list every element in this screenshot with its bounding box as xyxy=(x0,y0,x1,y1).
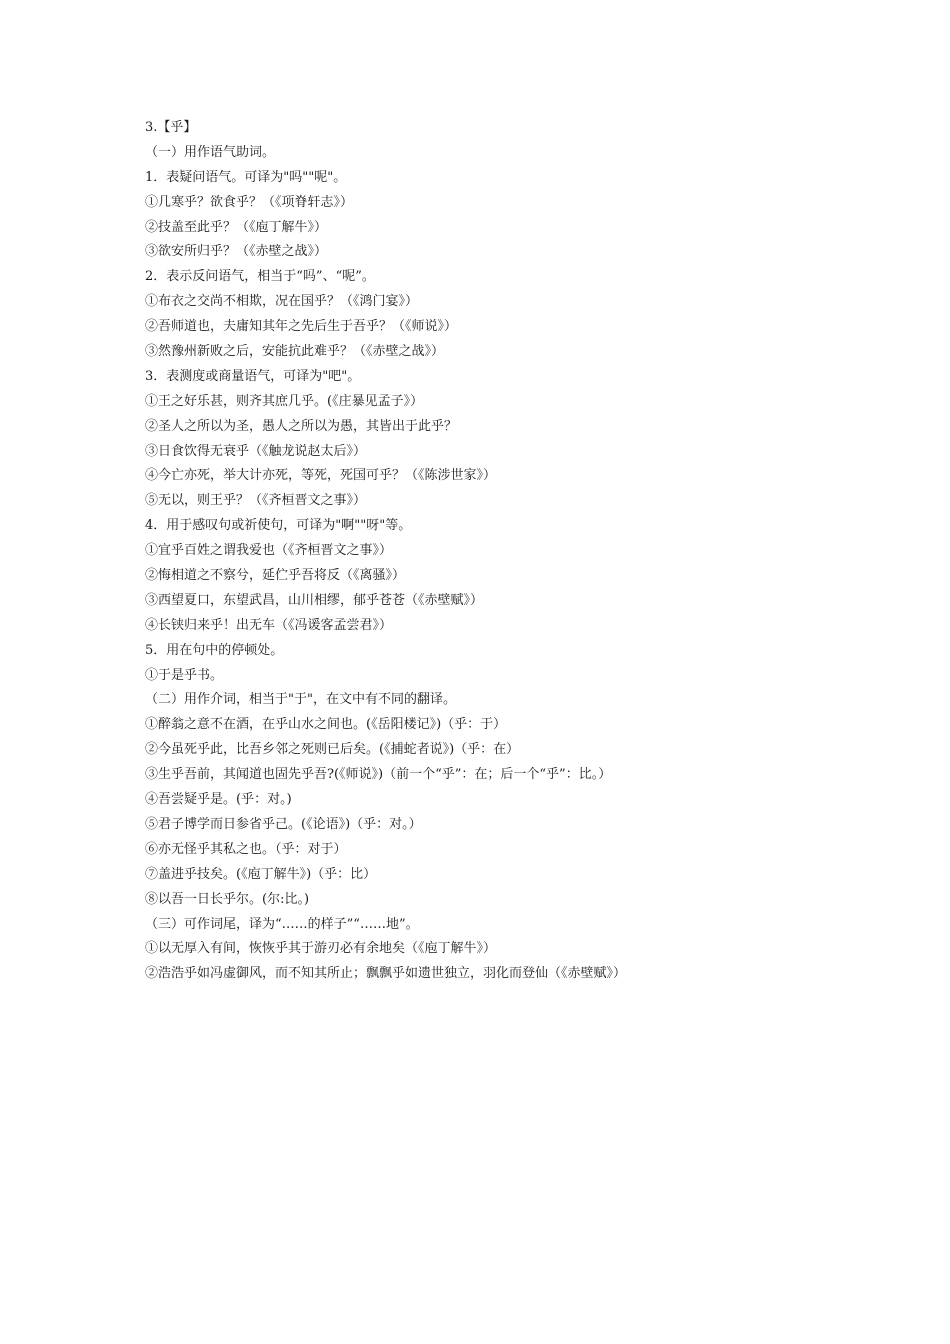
example-line: ②今虽死乎此，比吾乡邻之死则已后矣。(《捕蛇者说》)（乎：在） xyxy=(145,742,520,758)
example-line: ④今亡亦死，举大计亦死，等死，死国可乎？（《陈涉世家》） xyxy=(145,468,497,484)
usage-heading: 1．表疑问语气。可译为"吗""呢"。 xyxy=(145,169,347,185)
example-line: ③欲安所归乎？（《赤壁之战》） xyxy=(145,244,328,260)
example-line: ①王之好乐甚，则齐其庶几乎。(《庄暴见孟子》） xyxy=(145,393,424,409)
example-line: ①布衣之交尚不相欺，况在国乎？（《鸿门宴》） xyxy=(145,294,419,310)
example-line: ②浩浩乎如冯虚御风，而不知其所止；飘飘乎如遗世独立，羽化而登仙（《赤壁赋》） xyxy=(145,966,627,982)
example-line: ①几寒乎？欲食乎？（《项脊轩志》） xyxy=(145,194,354,210)
example-line: ①醉翁之意不在酒，在乎山水之间也。(《岳阳楼记》)（乎：于） xyxy=(145,717,507,733)
document-body xyxy=(145,116,865,987)
example-line: ③然豫州新败之后，安能抗此难乎？（《赤壁之战》） xyxy=(145,344,445,360)
example-line: ⑤无以，则王乎？（《齐桓晋文之事》） xyxy=(145,493,367,509)
subsection-heading: （二）用作介词，相当于"于"，在文中有不同的翻译。 xyxy=(145,692,456,708)
subsection-heading: （一）用作语气助词。 xyxy=(145,144,276,160)
section-heading: 3.【乎】 xyxy=(145,120,197,135)
example-line: ⑤君子博学而日参省乎己。(《论语》)（乎：对。） xyxy=(145,816,422,832)
example-line: ⑦盖进乎技矣。(《庖丁解牛》)（乎：比） xyxy=(145,866,377,882)
example-line: ④吾尝疑乎是。(乎：对。) xyxy=(145,792,292,808)
usage-heading: 5．用在句中的停顿处。 xyxy=(145,642,284,658)
example-line: ①宜乎百姓之谓我爱也（《齐桓晋文之事》） xyxy=(145,543,393,559)
example-line: ③西望夏口，东望武昌，山川相缪，郁乎苍苍（《赤壁赋》） xyxy=(145,592,484,608)
example-line: ③生乎吾前，其闻道也固先乎吾?(《师说》)（前一个“乎”：在；后一个“乎”：比。） xyxy=(145,767,612,783)
example-line: ⑥亦无怪乎其私之也。（乎：对于） xyxy=(145,841,347,857)
usage-heading: 4．用于感叹句或祈使句，可译为"啊""呀"等。 xyxy=(145,518,412,534)
example-line: ③日食饮得无衰乎（《触龙说赵太后》） xyxy=(145,443,367,459)
example-line: ②技盖至此乎？（《庖丁解牛》） xyxy=(145,219,328,235)
usage-heading: 3．表测度或商量语气，可译为"吧"。 xyxy=(145,368,361,384)
example-line: ②圣人之所以为圣，愚人之所以为愚，其皆出于此乎？ xyxy=(145,418,458,434)
example-line: ①以无厚入有间，恢恢乎其于游刃必有余地矣（《庖丁解牛》） xyxy=(145,941,497,957)
subsection-heading: （三）可作词尾，译为“……的样子”“……地”。 xyxy=(145,916,419,932)
example-line: ②悔相道之不察兮，延伫乎吾将反（《离骚》） xyxy=(145,568,406,584)
example-line: ②吾师道也，夫庸知其年之先后生于吾乎？（《师说》） xyxy=(145,319,458,335)
example-line: ④长铗归来乎！出无车（《冯谖客孟尝君》） xyxy=(145,617,393,633)
example-line: ①于是乎书。 xyxy=(145,667,224,683)
usage-heading: 2．表示反问语气，相当于“吗”、“呢”。 xyxy=(145,269,375,285)
example-line: ⑧以吾一日长乎尔。(尔:比。) xyxy=(145,891,310,907)
